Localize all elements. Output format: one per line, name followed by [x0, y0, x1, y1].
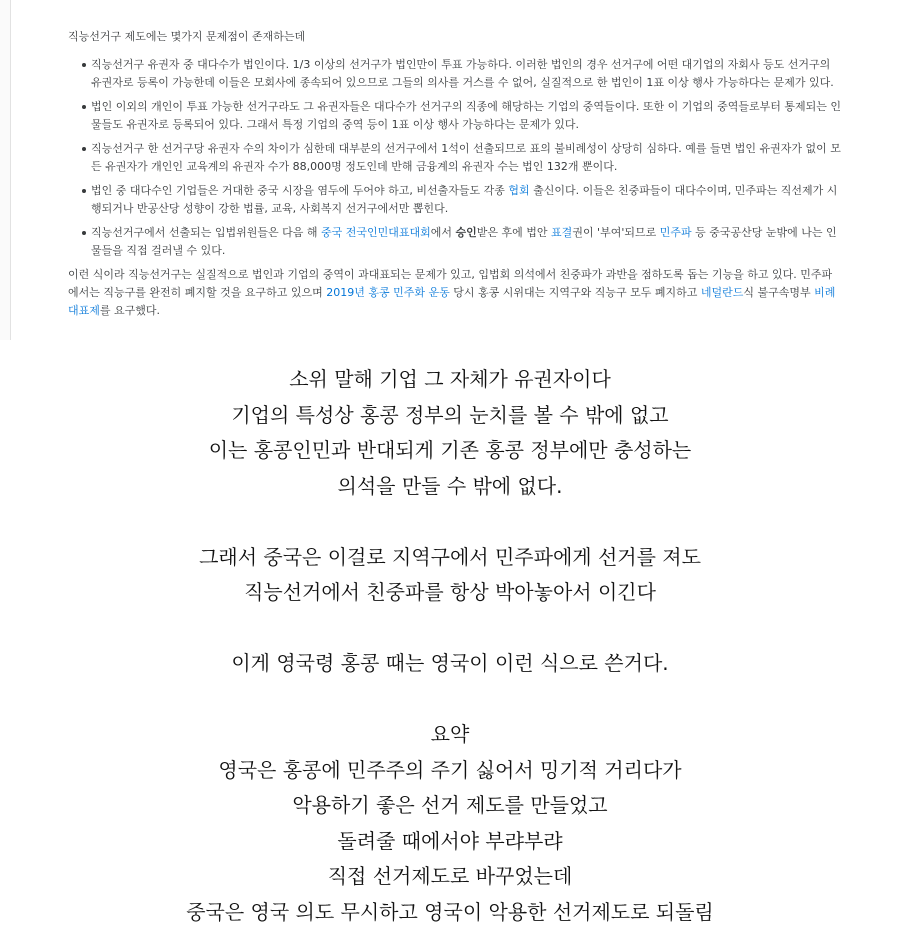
text-segment: 법인 중 대다수인 기업들은 거대한 중국 시장을 염두에 두어야 하고, 비선출자들도 각종 — [91, 184, 508, 197]
link-vote[interactable]: 표결 — [551, 226, 572, 239]
commentary-line: 중국은 영국 의도 무시하고 영국이 악용한 선거제도로 되돌림 — [0, 895, 900, 930]
list-item-text: 직능선거구 유권자 중 대다수가 법인이다. 1/3 이상의 선거구가 법인만이 투표 가능하다. 이러한 법인의 경우 선거구에 어떤 대기업의 자회사 등도 선거구의 유권자로 등록이 가능한데 이들은 모회사에 종속되어 있으므로 그들의 의사를 거스를 수 없어, 실질적으로 한 법인이 1표 이상 행사 가능하다는 문제가 있다. — [91, 58, 834, 89]
text-segment: 권이 '부여'되므로 — [572, 226, 659, 239]
commentary-line: 직접 선거제도로 바꾸었는데 — [0, 859, 900, 895]
link-netherlands[interactable]: 네덜란드 — [701, 286, 744, 299]
text-segment: 를 요구했다. — [100, 304, 160, 317]
blank-line — [0, 611, 900, 647]
text-segment: 에서 — [431, 226, 456, 239]
problem-list — [68, 56, 842, 260]
commentary-line: 기업의 특성상 홍콩 정부의 눈치를 볼 수 밖에 없고 — [0, 398, 900, 434]
text-segment: 출신이다. 이들은 친중파들이 대다수이며, 민주파는 직선제가 시행되거나 반공산당 성향이 강한 법률, 교육, 사회복지 선거구에서만 뽑힌다. — [91, 184, 837, 215]
bullet-dot — [82, 231, 86, 235]
commentary-line: 소위 말해 기업 그 자체가 유권자이다 — [0, 362, 900, 398]
blank-line — [0, 504, 900, 540]
commentary-line: 이는 홍콩인민과 반대되게 기존 홍콩 정부에만 충성하는 — [0, 433, 900, 469]
commentary-line: 요약 — [0, 717, 900, 753]
text-segment: 직능선거구에서 선출되는 입법위원들은 다음 해 — [91, 226, 321, 239]
commentary-line: 이게 영국령 홍콩 때는 영국이 이런 식으로 쓴거다. — [0, 646, 900, 682]
commentary-line: 그래서 중국은 이걸로 지역구에서 민주파에게 선거를 져도 — [0, 540, 900, 576]
bullet-dot — [82, 63, 86, 67]
intro-sentence: 직능선거구 제도에는 몇가지 문제점이 존재하는데 — [68, 28, 842, 46]
blank-line — [0, 682, 900, 718]
text-segment: 등 중국공산당 눈밖에 나는 인물들을 직접 걸러낼 수 있다. — [91, 226, 837, 257]
bullet-dot — [82, 105, 86, 109]
link-npc[interactable]: 중국 전국인민대표대회 — [321, 226, 431, 239]
list-item — [68, 140, 842, 176]
list-item — [68, 98, 842, 134]
list-item-text — [91, 226, 837, 257]
commentary-line: 의석을 만들 수 밖에 없다. — [0, 469, 900, 505]
closing-paragraph — [68, 266, 842, 320]
link-association[interactable]: 협회 — [508, 184, 529, 197]
list-item — [68, 224, 842, 260]
bullet-dot — [82, 189, 86, 193]
commentary-text — [0, 362, 900, 930]
commentary-line: 직능선거에서 친중파를 항상 박아놓아서 이긴다 — [0, 575, 900, 611]
text-segment: 이런 식이라 직능선거구는 실질적으로 법인과 기업의 중역이 과대표되는 문제가 있고, 입법회 의석에서 친중파가 과반을 점하도록 돕는 기능을 하고 있다. 민주파에서는 직능구를 완전히 폐지할 것을 요구하고 있으며 — [68, 268, 832, 299]
list-item — [68, 182, 842, 218]
list-item-text: 법인 이외의 개인이 투표 가능한 선거구라도 그 유권자들은 대다수가 선거구의 직종에 해당하는 기업의 중역들이다. 또한 이 기업의 중역들로부터 통제되는 인물들도 유권자로 등록되어 있다. 그래서 특정 기업의 중역 등이 1표 이상 행사 가능하다는 문제가 있다. — [91, 100, 841, 131]
bullet-dot — [82, 147, 86, 151]
wiki-article-excerpt — [68, 28, 842, 320]
text-segment: 식 불구속명부 — [743, 286, 814, 299]
commentary-line: 영국은 홍콩에 민주주의 주기 싫어서 밍기적 거리다가 — [0, 753, 900, 789]
commentary-line: 악용하기 좋은 선거 제도를 만들었고 — [0, 788, 900, 824]
list-item-text — [91, 184, 837, 215]
page-left-border — [0, 0, 11, 340]
text-segment: 당시 홍콩 시위대는 지역구와 직능구 모두 폐지하고 — [450, 286, 701, 299]
list-item — [68, 56, 842, 92]
list-item-text: 직능선거구 한 선거구당 유권자 수의 차이가 심한데 대부분의 선거구에서 1석이 선출되므로 표의 불비례성이 상당히 심하다. 예를 들면 법인 유권자가 없이 모든 유권자가 개인인 교육계의 유권자 수가 88,000명 정도인데 반해 금융계의 유권자 수는 법인 132개 뿐이다. — [91, 142, 841, 173]
text-segment: 받은 후에 법안 — [477, 226, 551, 239]
commentary-line: 돌려줄 때에서야 부랴부랴 — [0, 824, 900, 860]
link-pro-democracy[interactable]: 민주파 — [660, 226, 692, 239]
link-proportional-representation[interactable]: 비례대표제 — [68, 286, 835, 317]
link-2019-protests[interactable]: 2019년 홍콩 민주화 운동 — [326, 286, 450, 299]
bold-approval: 승인 — [456, 226, 477, 239]
